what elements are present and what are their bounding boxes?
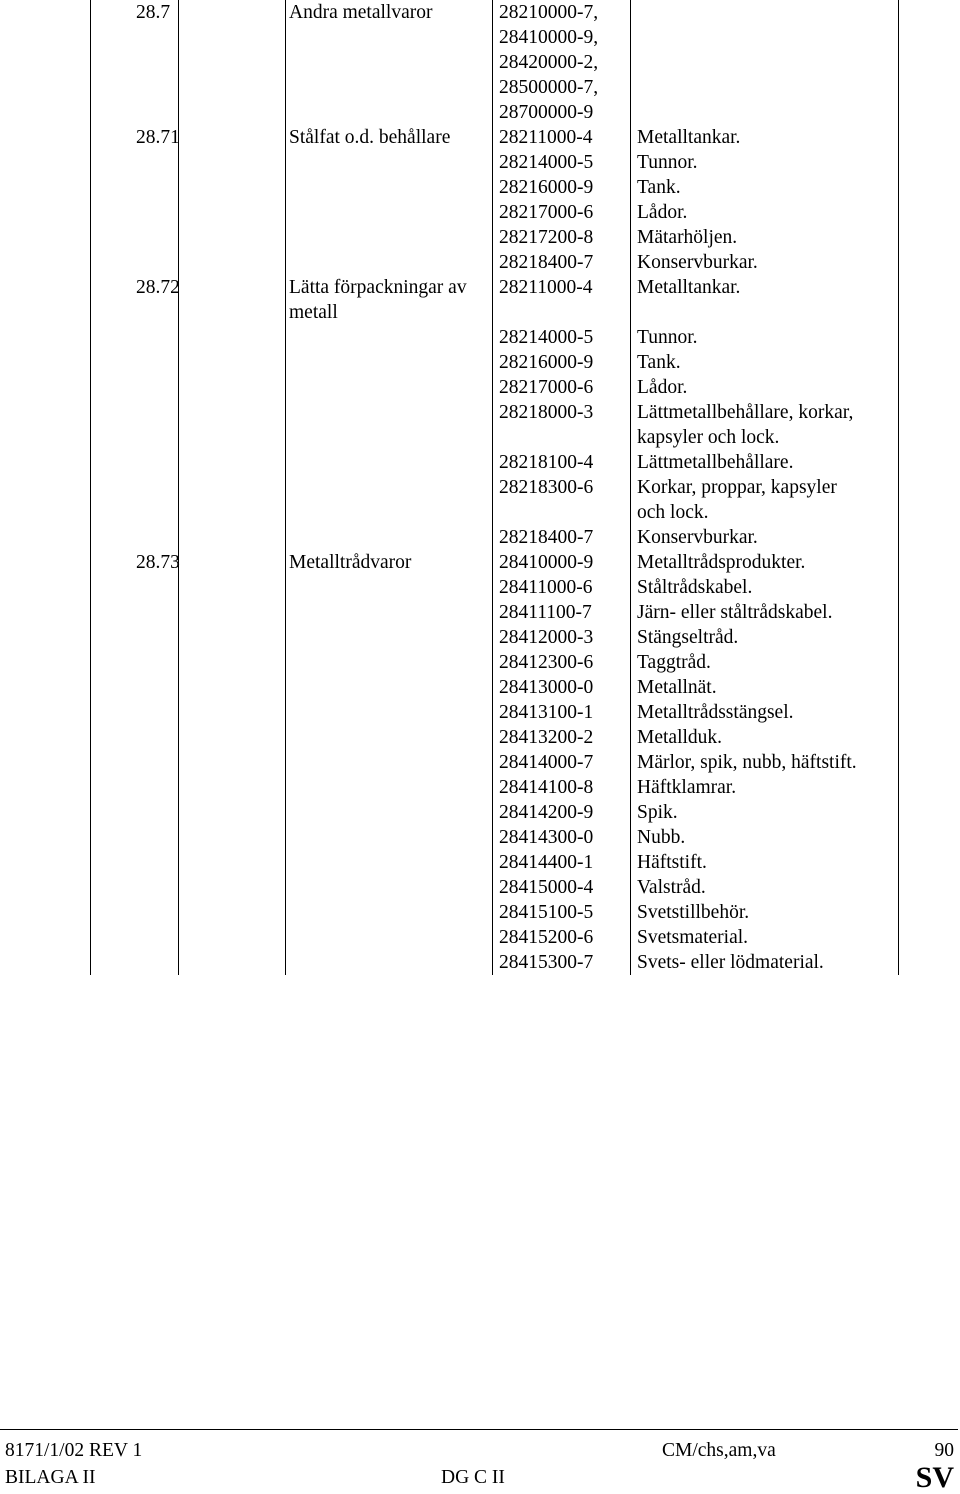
- cpv-description: Tunnor.: [637, 327, 698, 348]
- annex-label: BILAGA II: [5, 1467, 96, 1488]
- section-title: Andra metallvaror: [289, 2, 433, 23]
- cpv-code: 28210000-7,: [499, 2, 599, 23]
- subsection-title: Lätta förpackningar av: [289, 277, 467, 298]
- cpv-description: Tank.: [637, 177, 681, 198]
- cpv-description: Märlor, spik, nubb, häftstift.: [637, 752, 857, 773]
- cpv-code: 28218100-4: [499, 452, 594, 473]
- cpv-description: Spik.: [637, 802, 678, 823]
- cpv-description: Metallnät.: [637, 677, 717, 698]
- column-divider: [630, 0, 631, 975]
- cpv-description: Metalltrådsstängsel.: [637, 702, 794, 723]
- cpv-code: 28411100-7: [499, 602, 592, 623]
- cpv-description: Lättmetallbehållare, korkar,: [637, 402, 854, 423]
- cpv-code: 28414300-0: [499, 827, 594, 848]
- page-number: 90: [934, 1440, 954, 1461]
- subsection-number: 28.72: [136, 277, 180, 298]
- cpv-code: 28415300-7: [499, 952, 594, 973]
- cpv-code: 28415200-6: [499, 927, 594, 948]
- subsection-title: Metalltrådvaror: [289, 552, 412, 573]
- cpv-code: 28412000-3: [499, 627, 594, 648]
- cpv-code: 28218300-6: [499, 477, 594, 498]
- cpv-description: och lock.: [637, 502, 709, 523]
- table-border-left: [90, 0, 91, 975]
- subsection-number: 28.73: [136, 552, 180, 573]
- cpv-code: 28414100-8: [499, 777, 594, 798]
- author-initials: CM/chs,am,va: [662, 1440, 776, 1461]
- cpv-code: 28700000-9: [499, 102, 594, 123]
- cpv-description: Järn- eller ståltrådskabel.: [637, 602, 833, 623]
- cpv-description: Häftstift.: [637, 852, 707, 873]
- subsection-title: metall: [289, 302, 338, 323]
- subsection-number: 28.71: [136, 127, 180, 148]
- section-number: 28.7: [136, 2, 171, 23]
- cpv-description: Taggtråd.: [637, 652, 711, 673]
- cpv-code: 28413200-2: [499, 727, 594, 748]
- cpv-code: 28211000-4: [499, 277, 593, 298]
- cpv-description: Lådor.: [637, 202, 688, 223]
- cpv-code: 28413100-1: [499, 702, 594, 723]
- cpv-description: Valstråd.: [637, 877, 706, 898]
- cpv-description: Svetstillbehör.: [637, 902, 750, 923]
- cpv-description: Nubb.: [637, 827, 686, 848]
- language-code: SV: [915, 1461, 954, 1494]
- cpv-code: 28414200-9: [499, 802, 594, 823]
- cpv-code: 28218400-7: [499, 527, 594, 548]
- cpv-code: 28217200-8: [499, 227, 594, 248]
- cpv-description: Tank.: [637, 352, 681, 373]
- doc-reference: 8171/1/02 REV 1: [5, 1440, 143, 1461]
- cpv-description: kapsyler och lock.: [637, 427, 780, 448]
- cpv-code: 28410000-9: [499, 552, 594, 573]
- column-divider: [285, 0, 286, 975]
- cpv-description: Stängseltråd.: [637, 627, 739, 648]
- table-border-right: [898, 0, 899, 975]
- cpv-code: 28411000-6: [499, 577, 593, 598]
- cpv-description: Häftklamrar.: [637, 777, 737, 798]
- directorate-label: DG C II: [441, 1467, 505, 1488]
- cpv-description: Metalltankar.: [637, 127, 741, 148]
- column-divider: [492, 0, 493, 975]
- cpv-description: Metalltrådsprodukter.: [637, 552, 806, 573]
- cpv-description: Svets- eller lödmaterial.: [637, 952, 824, 973]
- cpv-code: 28217000-6: [499, 377, 594, 398]
- cpv-description: Lådor.: [637, 377, 688, 398]
- cpv-description: Lättmetallbehållare.: [637, 452, 794, 473]
- footer-rule: [0, 1429, 958, 1430]
- cpv-description: Ståltrådskabel.: [637, 577, 753, 598]
- cpv-code: 28218400-7: [499, 252, 594, 273]
- cpv-code: 28214000-5: [499, 327, 594, 348]
- cpv-code: 28217000-6: [499, 202, 594, 223]
- cpv-code: 28414400-1: [499, 852, 594, 873]
- cpv-code: 28415100-5: [499, 902, 594, 923]
- cpv-description: Korkar, proppar, kapsyler: [637, 477, 837, 498]
- cpv-code: 28218000-3: [499, 402, 594, 423]
- cpv-description: Konservburkar.: [637, 252, 758, 273]
- cpv-description: Metalltankar.: [637, 277, 741, 298]
- cpv-code: 28500000-7,: [499, 77, 599, 98]
- cpv-code: 28410000-9,: [499, 27, 599, 48]
- cpv-description: Konservburkar.: [637, 527, 758, 548]
- cpv-code: 28211000-4: [499, 127, 593, 148]
- cpv-description: Mätarhöljen.: [637, 227, 738, 248]
- cpv-code: 28216000-9: [499, 352, 594, 373]
- cpv-code: 28214000-5: [499, 152, 594, 173]
- cpv-code: 28414000-7: [499, 752, 594, 773]
- subsection-title: Stålfat o.d. behållare: [289, 127, 451, 148]
- cpv-description: Metallduk.: [637, 727, 723, 748]
- cpv-description: Svetsmaterial.: [637, 927, 749, 948]
- cpv-code: 28216000-9: [499, 177, 594, 198]
- cpv-code: 28420000-2,: [499, 52, 599, 73]
- cpv-description: Tunnor.: [637, 152, 698, 173]
- cpv-code: 28415000-4: [499, 877, 594, 898]
- cpv-code: 28412300-6: [499, 652, 594, 673]
- cpv-code: 28413000-0: [499, 677, 594, 698]
